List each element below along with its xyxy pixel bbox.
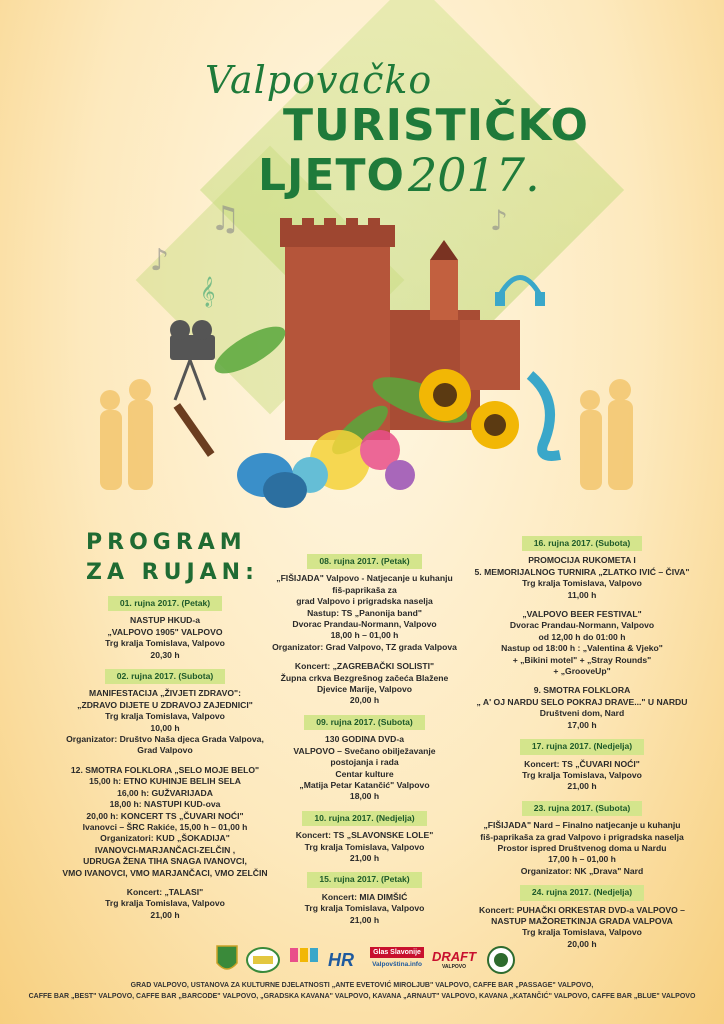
event-line: 5. MEMORIJALNOG TURNIRA „ZLATKO IVIĆ – ČIVA" xyxy=(474,566,690,577)
date-badge: 08. rujna 2017. (Petak) xyxy=(307,554,421,569)
ustanova-logo-icon xyxy=(288,945,320,975)
event-line: Nastup od 18:00 h : „Valentina & Vjeko" xyxy=(501,643,663,654)
event-line: Društveni dom, Nard xyxy=(539,708,625,719)
event-line: postojanja i rada xyxy=(330,757,399,768)
event-line: Organizator: Društvo Naša djeca Grada Valpova, xyxy=(66,734,264,745)
event-line: Organizator: Grad Valpovo, TZ grada Valpova xyxy=(272,641,457,652)
event-line: „Matija Petar Katančić" Valpovo xyxy=(299,779,430,790)
event-line xyxy=(55,757,275,765)
date-badge: 02. rujna 2017. (Subota) xyxy=(105,669,225,684)
date-badge: 24. rujna 2017. (Nedjelja) xyxy=(520,885,644,900)
event-line: 18,00 h xyxy=(349,791,380,802)
event-line: fiš-paprikaša za grad Valpovo i prigradska naselja xyxy=(480,831,684,842)
event-line: 10,00 h xyxy=(150,722,180,733)
event-line: 16,00 h: GUŽVARIJADA xyxy=(117,787,213,798)
event-line: NASTUP HKUD-a xyxy=(129,615,201,626)
event-block xyxy=(262,811,467,865)
event-block xyxy=(262,872,467,926)
sponsor-logos xyxy=(210,945,530,979)
event-line xyxy=(462,677,702,685)
event-line: 21,00 h xyxy=(349,852,380,863)
event-line: Organizatori: KUD „ŠOKADIJA" xyxy=(100,833,230,844)
event-block xyxy=(462,536,702,731)
event-line: Koncert: MIA DIMŠIĆ xyxy=(321,891,408,902)
headphones-icon xyxy=(495,278,545,307)
event-block xyxy=(55,669,275,921)
event-line: + „Bikini motel" + „Stray Rounds" xyxy=(512,654,652,665)
date-badge: 01. rujna 2017. (Petak) xyxy=(108,596,222,611)
event-line: Trg kralja Tomislava, Valpovo xyxy=(522,927,642,938)
svg-text:𝄞: 𝄞 xyxy=(200,277,216,307)
glas-slavonije-label: Glas Slavonije xyxy=(370,947,424,958)
event-line: „FIŠIJADA" Valpovo - Natjecanje u kuhanju xyxy=(276,573,453,584)
event-line: fiš-paprikaša za xyxy=(332,584,397,595)
title-year: 2017. xyxy=(408,148,540,202)
event-line: Grad Valpovo xyxy=(137,745,193,756)
event-line: 20,30 h xyxy=(150,649,180,660)
date-badge: 23. rujna 2017. (Subota) xyxy=(522,801,642,816)
event-line: „ A' OJ NARDU SELO POKRAJ DRAVE..." U NARDU xyxy=(476,696,688,707)
event-line: 12. SMOTRA FOLKLORA „SELO MOJE BELO" xyxy=(70,764,260,775)
svg-text:♫: ♫ xyxy=(210,200,241,239)
event-line: 20,00 h: KONCERT TS „ČUVARI NOĆI" xyxy=(86,810,244,821)
event-line: Koncert: TS „ČUVARI NOĆI" xyxy=(524,758,640,769)
saxophone-icon xyxy=(530,375,560,456)
date-badge: 09. rujna 2017. (Subota) xyxy=(304,715,424,730)
title-script: Valpovačko xyxy=(205,58,433,102)
event-block xyxy=(462,739,702,793)
svg-text:♪: ♪ xyxy=(490,204,508,237)
event-line: „ZDRAVO DIJETE U ZDRAVOJ ZAJEDNICI" xyxy=(77,699,253,710)
event-line: Župna crkva Bezgrešnog začeća Blažene xyxy=(280,672,449,683)
event-line: 18,00 h – 01,00 h xyxy=(330,630,399,641)
schedule-column-2 xyxy=(262,554,467,934)
event-line xyxy=(462,601,702,609)
event-line: Centar kulture xyxy=(335,768,394,779)
event-line: Ivanovci – ŠRC Rakiće, 15,00 h – 01,00 h xyxy=(82,821,248,832)
film-camera-icon xyxy=(170,320,215,400)
event-line: 130 GODINA DVD-a xyxy=(325,734,404,745)
schedule-column-3 xyxy=(462,536,702,958)
event-line: Prostor ispred Društvenog doma u Nardu xyxy=(497,842,667,853)
event-line xyxy=(55,879,275,887)
event-block xyxy=(462,885,702,950)
svg-text:♪: ♪ xyxy=(150,243,170,278)
date-badge: 17. rujna 2017. (Nedjelja) xyxy=(520,739,644,754)
event-line: Dvorac Prandau-Normann, Valpovo xyxy=(509,620,655,631)
event-block xyxy=(262,715,467,803)
event-block xyxy=(462,801,702,877)
event-line: 11,00 h xyxy=(567,589,597,600)
event-line: „VALPOVO BEER FESTIVAL" xyxy=(522,609,642,620)
program-heading xyxy=(86,528,259,588)
festival-illustration xyxy=(90,200,650,520)
draft-logo xyxy=(432,949,476,970)
date-badge: 10. rujna 2017. (Nedjelja) xyxy=(302,811,426,826)
event-line: Koncert: TS „SLAVONSKE LOLE" xyxy=(295,830,434,841)
event-line: Koncert: PUHAČKI ORKESTAR DVD-a VALPOVO – xyxy=(479,904,685,915)
event-line: UDRUGA ŽENA TIHA SNAGA IVANOVCI, xyxy=(83,856,247,867)
event-line: Koncert: „ZAGREBAČKI SOLISTI" xyxy=(294,661,435,672)
hr-logo: HR xyxy=(328,950,354,970)
program-heading-line-1: PROGRAM xyxy=(86,530,247,555)
event-line: Nastup: TS „Panonija band" xyxy=(307,607,422,618)
title-line-2: LJETO xyxy=(258,150,405,201)
event-line: 20,00 h xyxy=(567,938,597,949)
event-line: Trg kralja Tomislava, Valpovo xyxy=(304,903,425,914)
event-line: PROMOCIJA RUKOMETA I xyxy=(528,555,636,566)
glas-slavonije-logo xyxy=(370,947,424,968)
event-line: Djevice Marije, Valpovo xyxy=(316,684,413,695)
tourist-board-logo-icon xyxy=(246,945,280,975)
program-heading-line-2: ZA RUJAN: xyxy=(86,560,259,585)
footer-line-2: CAFFE BAR „BEST" VALPOVO, CAFFE BAR „BARCODE" VALPOVO, „GRADSKA KAVANA" VALPOVO, KAVANA „ARNAUT" VALPOVO, KAVANA „KATANČIĆ" VALPOVO, CAFFE BAR „BLUE" VALPOVO xyxy=(28,993,696,1000)
event-line: grad Valpovo i prigradska naselja xyxy=(296,596,433,607)
event-line: 21,00 h xyxy=(349,914,380,925)
event-line: od 12,00 h do 01:00 h xyxy=(538,631,626,642)
date-badge: 16. rujna 2017. (Subota) xyxy=(522,536,642,551)
event-block xyxy=(262,554,467,707)
event-line: NASTUP MAŽORETKINJA GRADA VALPOVA xyxy=(491,915,673,926)
event-line: 17,00 h – 01,00 h xyxy=(548,854,616,865)
event-line: IVANOVCI-MARJANČACI-ZELČIN , xyxy=(94,844,236,855)
draft-label: DRAFT xyxy=(432,949,477,964)
event-line: Trg kralja Tomislava, Valpovo xyxy=(105,711,225,722)
valpovo-coat-of-arms-icon xyxy=(216,945,238,975)
event-line: 20,00 h xyxy=(349,695,380,706)
event-line: Koncert: „TALASI" xyxy=(126,886,204,897)
event-line: 9. SMOTRA FOLKLORA xyxy=(533,685,631,696)
event-line: 21,00 h xyxy=(150,909,180,920)
event-line: Trg kralja Tomislava, Valpovo xyxy=(304,841,425,852)
date-badge: 15. rujna 2017. (Petak) xyxy=(307,872,421,887)
event-line: Dvorac Prandau-Normann, Valpovo xyxy=(292,619,437,630)
event-line: Trg kralja Tomislava, Valpovo xyxy=(105,898,225,909)
seal-logo-icon xyxy=(486,945,516,975)
event-line: VMO IVANOVCI, VMO MARJANČACI, VMO ZELČIN xyxy=(62,867,268,878)
event-block xyxy=(55,596,275,661)
valpovstina-label: Valpovština.info xyxy=(372,961,422,968)
event-line: + „GrooveUp" xyxy=(553,666,611,677)
title-line-1: TURISTIČKO xyxy=(283,100,589,151)
event-line: Trg kralja Tomislava, Valpovo xyxy=(522,769,642,780)
event-line: MANIFESTACIJA „ŽIVJETI ZDRAVO": xyxy=(89,688,241,699)
event-line: „FIŠIJADA" Nard – Finalno natjecanje u kuhanju xyxy=(483,820,681,831)
schedule-column-1 xyxy=(55,596,275,929)
event-line: 17,00 h xyxy=(567,719,597,730)
sponsors-footer xyxy=(0,980,724,1002)
event-line: Organizator: NK „Drava" Nard xyxy=(520,865,644,876)
event-line: Trg kralja Tomislava, Valpovo xyxy=(105,638,225,649)
footer-line-1: GRAD VALPOVO, USTANOVA ZA KULTURNE DJELATNOSTI „ANTE EVETOVIĆ MIROLJUB" VALPOVO, CAFFE BAR „PASSAGE" VALPOVO, xyxy=(130,982,594,989)
event-line: 18,00 h: NASTUPI KUD-ova xyxy=(109,799,221,810)
event-line: Trg kralja Tomislava, Valpovo xyxy=(522,578,642,589)
event-line: „VALPOVO 1905" VALPOVO xyxy=(107,626,223,637)
event-line: 21,00 h xyxy=(567,781,597,792)
event-line: VALPOVO – Svečano obilježavanje xyxy=(293,745,436,756)
draft-sub-label: VALPOVO xyxy=(441,964,467,970)
event-line: 15,00 h: ETNO KUHINJE BELIH SELA xyxy=(89,776,241,787)
